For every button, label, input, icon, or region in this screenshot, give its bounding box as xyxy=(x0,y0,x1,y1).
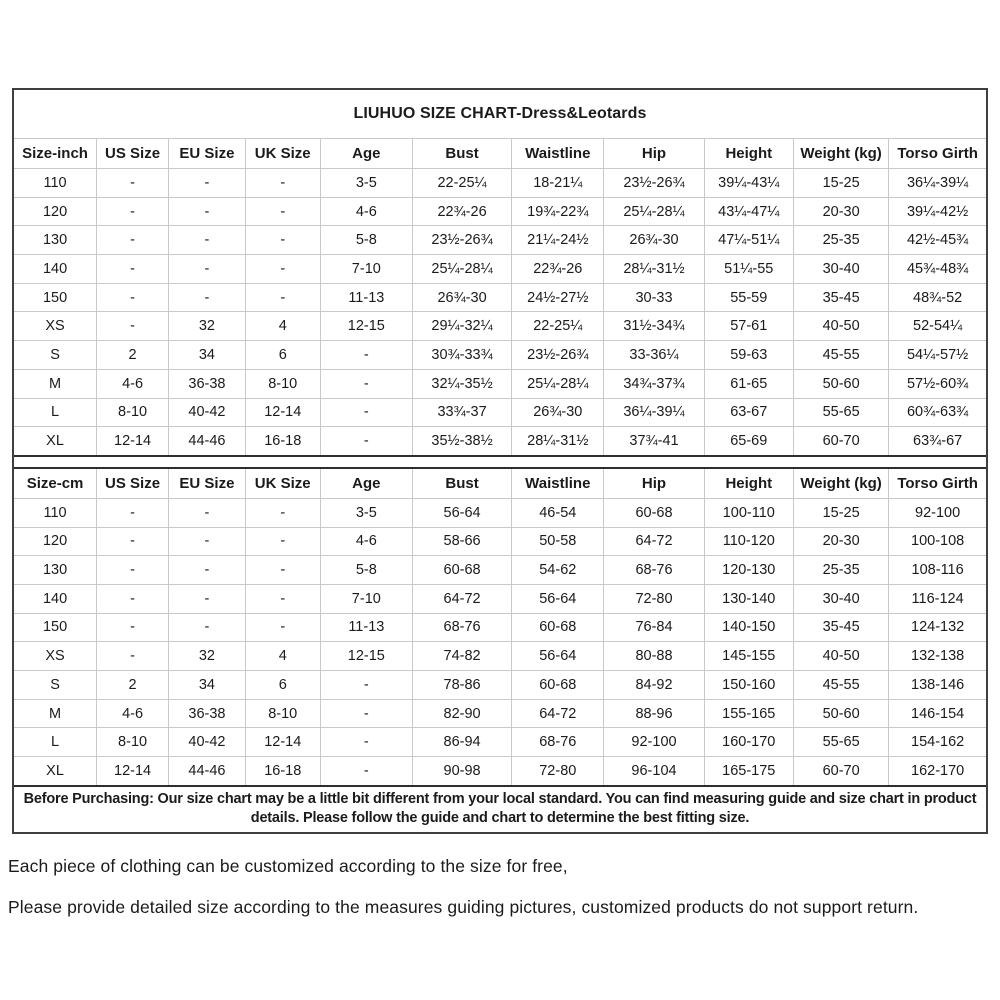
table-row xyxy=(14,498,986,527)
cell: 60-68 xyxy=(512,671,604,700)
table-row xyxy=(14,613,986,642)
cell: 35-45 xyxy=(793,283,888,312)
cell: 4-6 xyxy=(97,699,169,728)
cell: 36¼-39¼ xyxy=(604,398,704,427)
cell: 25-35 xyxy=(793,556,888,585)
cell: 3-5 xyxy=(320,498,412,527)
cell: - xyxy=(245,283,320,312)
table-row xyxy=(14,642,986,671)
cell: - xyxy=(245,255,320,284)
cell: 30-40 xyxy=(793,584,888,613)
cell: 108-116 xyxy=(889,556,986,585)
cell: - xyxy=(97,283,169,312)
cell: 140 xyxy=(14,584,97,613)
cell: 4 xyxy=(245,642,320,671)
cell: - xyxy=(320,671,412,700)
cell: 25-35 xyxy=(793,226,888,255)
cell: - xyxy=(245,226,320,255)
cell: 72-80 xyxy=(512,757,604,785)
cell: 56-64 xyxy=(512,584,604,613)
cell: - xyxy=(169,527,246,556)
column-header: Age xyxy=(320,139,412,169)
cell: - xyxy=(169,498,246,527)
cell: 7-10 xyxy=(320,584,412,613)
column-header: US Size xyxy=(97,469,169,499)
header-row xyxy=(14,139,986,169)
cell: 35½-38½ xyxy=(412,427,511,455)
column-header: Size-inch xyxy=(14,139,97,169)
cell: S xyxy=(14,671,97,700)
cell: 32 xyxy=(169,642,246,671)
cell: - xyxy=(169,226,246,255)
cell: 86-94 xyxy=(412,728,511,757)
cell: 40-50 xyxy=(793,312,888,341)
cell: 60-68 xyxy=(604,498,704,527)
cell: 4-6 xyxy=(320,527,412,556)
cell: 19¾-22¾ xyxy=(512,197,604,226)
size-table-inch xyxy=(14,139,986,455)
cell: 42½-45¾ xyxy=(889,226,986,255)
cell: 120 xyxy=(14,527,97,556)
cell: 110-120 xyxy=(704,527,793,556)
cell: 154-162 xyxy=(889,728,986,757)
cell: - xyxy=(97,642,169,671)
cell: 44-46 xyxy=(169,757,246,785)
cell: 76-84 xyxy=(604,613,704,642)
cell: 37¾-41 xyxy=(604,427,704,455)
cell: 150 xyxy=(14,283,97,312)
cell: - xyxy=(169,613,246,642)
cell: - xyxy=(320,427,412,455)
cell: 11-13 xyxy=(320,283,412,312)
cell: XS xyxy=(14,642,97,671)
cell: - xyxy=(169,169,246,198)
cell: 22-25¼ xyxy=(512,312,604,341)
cell: 23½-26¾ xyxy=(604,169,704,198)
cell: 120 xyxy=(14,197,97,226)
cell: 44-46 xyxy=(169,427,246,455)
cell: 120-130 xyxy=(704,556,793,585)
cell: 50-58 xyxy=(512,527,604,556)
purchase-note: Before Purchasing: Our size chart may be a little bit different from your local standard. You can find measuring guide and size chart in product details. Please follow the guide and chart to determine the best fitting size. xyxy=(14,785,986,833)
cell: 74-82 xyxy=(412,642,511,671)
cell: 132-138 xyxy=(889,642,986,671)
cell: 130-140 xyxy=(704,584,793,613)
cell: 26¾-30 xyxy=(604,226,704,255)
cell: 130 xyxy=(14,556,97,585)
cell: 11-13 xyxy=(320,613,412,642)
cell: 46-54 xyxy=(512,498,604,527)
chart-title: LIUHUO SIZE CHART-Dress&Leotards xyxy=(14,90,986,139)
cell: S xyxy=(14,341,97,370)
cell: 30¾-33¾ xyxy=(412,341,511,370)
cell: 63-67 xyxy=(704,398,793,427)
cell: 60-70 xyxy=(793,427,888,455)
table-row xyxy=(14,699,986,728)
cell: 140-150 xyxy=(704,613,793,642)
cell: 92-100 xyxy=(604,728,704,757)
cell: 3-5 xyxy=(320,169,412,198)
cell: 51¼-55 xyxy=(704,255,793,284)
cell: 15-25 xyxy=(793,169,888,198)
cell: 34¾-37¾ xyxy=(604,369,704,398)
footer-line-return-policy: Please provide detailed size according to the measures guiding pictures, customized products do not support return. xyxy=(8,897,919,917)
table-row xyxy=(14,341,986,370)
column-header: Size-cm xyxy=(14,469,97,499)
table-row xyxy=(14,728,986,757)
cell: 7-10 xyxy=(320,255,412,284)
cell: - xyxy=(97,226,169,255)
table-row xyxy=(14,255,986,284)
cell: 2 xyxy=(97,671,169,700)
cell: 110 xyxy=(14,169,97,198)
cell: 12-14 xyxy=(97,427,169,455)
cell: 28¼-31½ xyxy=(604,255,704,284)
cell: - xyxy=(320,757,412,785)
cell: 64-72 xyxy=(412,584,511,613)
cell: 63¾-67 xyxy=(889,427,986,455)
table-row xyxy=(14,584,986,613)
column-header: Hip xyxy=(604,469,704,499)
table-row xyxy=(14,197,986,226)
cell: 23½-26¾ xyxy=(412,226,511,255)
cell: 25¼-28¼ xyxy=(512,369,604,398)
cell: 6 xyxy=(245,671,320,700)
cell: 30-33 xyxy=(604,283,704,312)
cell: 84-92 xyxy=(604,671,704,700)
cell: 12-14 xyxy=(245,728,320,757)
column-header: Bust xyxy=(412,139,511,169)
cell: - xyxy=(320,728,412,757)
cell: 12-15 xyxy=(320,312,412,341)
column-header: EU Size xyxy=(169,139,246,169)
cell: 39¼-42½ xyxy=(889,197,986,226)
column-header: Weight (kg) xyxy=(793,139,888,169)
column-header: Hip xyxy=(604,139,704,169)
cell: 23½-26¾ xyxy=(512,341,604,370)
cell: 8-10 xyxy=(97,728,169,757)
cell: 32¼-35½ xyxy=(412,369,511,398)
column-header: Waistline xyxy=(512,139,604,169)
cell: 28¼-31½ xyxy=(512,427,604,455)
cell: 155-165 xyxy=(704,699,793,728)
cell: 130 xyxy=(14,226,97,255)
cell: 68-76 xyxy=(412,613,511,642)
cell: 88-96 xyxy=(604,699,704,728)
cell: - xyxy=(169,584,246,613)
column-header: US Size xyxy=(97,139,169,169)
cell: - xyxy=(245,498,320,527)
cell: 32 xyxy=(169,312,246,341)
table-row xyxy=(14,527,986,556)
column-header: Torso Girth xyxy=(889,139,986,169)
cell: M xyxy=(14,369,97,398)
cell: XS xyxy=(14,312,97,341)
cell: 140 xyxy=(14,255,97,284)
cell: 8-10 xyxy=(97,398,169,427)
cell: 57-61 xyxy=(704,312,793,341)
cell: 59-63 xyxy=(704,341,793,370)
cell: 20-30 xyxy=(793,197,888,226)
cell: - xyxy=(97,556,169,585)
cell: 61-65 xyxy=(704,369,793,398)
cell: 12-14 xyxy=(97,757,169,785)
cell: 8-10 xyxy=(245,369,320,398)
cell: 68-76 xyxy=(604,556,704,585)
cell: 145-155 xyxy=(704,642,793,671)
column-header: EU Size xyxy=(169,469,246,499)
cell: 54¼-57½ xyxy=(889,341,986,370)
column-header: Bust xyxy=(412,469,511,499)
cell: - xyxy=(245,169,320,198)
cell: 40-42 xyxy=(169,728,246,757)
table-row xyxy=(14,312,986,341)
cell: - xyxy=(245,556,320,585)
cell: 36¼-39¼ xyxy=(889,169,986,198)
cell: 20-30 xyxy=(793,527,888,556)
cell: 33¾-37 xyxy=(412,398,511,427)
cell: 4-6 xyxy=(320,197,412,226)
cell: 33-36¼ xyxy=(604,341,704,370)
cell: 15-25 xyxy=(793,498,888,527)
cell: 24½-27½ xyxy=(512,283,604,312)
cell: 45-55 xyxy=(793,671,888,700)
cell: 5-8 xyxy=(320,226,412,255)
cell: 80-88 xyxy=(604,642,704,671)
cell: 55-65 xyxy=(793,728,888,757)
cell: 60¾-63¾ xyxy=(889,398,986,427)
cell: 2 xyxy=(97,341,169,370)
cell: - xyxy=(320,369,412,398)
column-header: Weight (kg) xyxy=(793,469,888,499)
column-header: Waistline xyxy=(512,469,604,499)
cell: 16-18 xyxy=(245,757,320,785)
cell: 4 xyxy=(245,312,320,341)
cell: 54-62 xyxy=(512,556,604,585)
size-table-cm xyxy=(14,469,986,785)
column-header: UK Size xyxy=(245,139,320,169)
cell: 29¼-32¼ xyxy=(412,312,511,341)
column-header: Height xyxy=(704,469,793,499)
cell: 56-64 xyxy=(412,498,511,527)
cell: 92-100 xyxy=(889,498,986,527)
cell: - xyxy=(320,341,412,370)
cell: 138-146 xyxy=(889,671,986,700)
cell: 60-68 xyxy=(512,613,604,642)
cell: 45-55 xyxy=(793,341,888,370)
cell: 72-80 xyxy=(604,584,704,613)
table-row xyxy=(14,369,986,398)
cell: 43¼-47¼ xyxy=(704,197,793,226)
cell: - xyxy=(97,197,169,226)
cell: 26¾-30 xyxy=(412,283,511,312)
table-section-divider xyxy=(14,457,986,467)
cell: 64-72 xyxy=(604,527,704,556)
cell: 64-72 xyxy=(512,699,604,728)
cell: 55-59 xyxy=(704,283,793,312)
cell: 40-42 xyxy=(169,398,246,427)
size-table-cm-section xyxy=(14,467,986,785)
column-header: Height xyxy=(704,139,793,169)
cell: 116-124 xyxy=(889,584,986,613)
cell: 96-104 xyxy=(604,757,704,785)
cell: - xyxy=(169,556,246,585)
cell: 160-170 xyxy=(704,728,793,757)
cell: 52-54¼ xyxy=(889,312,986,341)
cell: 35-45 xyxy=(793,613,888,642)
table-row xyxy=(14,757,986,785)
cell: 26¾-30 xyxy=(512,398,604,427)
cell: - xyxy=(245,527,320,556)
cell: - xyxy=(97,584,169,613)
cell: 30-40 xyxy=(793,255,888,284)
cell: 25¼-28¼ xyxy=(412,255,511,284)
cell: 45¾-48¾ xyxy=(889,255,986,284)
cell: 82-90 xyxy=(412,699,511,728)
cell: L xyxy=(14,728,97,757)
cell: 78-86 xyxy=(412,671,511,700)
cell: 34 xyxy=(169,341,246,370)
cell: - xyxy=(97,613,169,642)
cell: 110 xyxy=(14,498,97,527)
size-chart-box xyxy=(12,88,988,834)
cell: 60-70 xyxy=(793,757,888,785)
cell: - xyxy=(97,312,169,341)
cell: - xyxy=(245,197,320,226)
table-row xyxy=(14,226,986,255)
cell: 55-65 xyxy=(793,398,888,427)
cell: 22-25¼ xyxy=(412,169,511,198)
cell: 124-132 xyxy=(889,613,986,642)
cell: 100-110 xyxy=(704,498,793,527)
cell: 39¼-43¼ xyxy=(704,169,793,198)
cell: 150-160 xyxy=(704,671,793,700)
cell: XL xyxy=(14,757,97,785)
cell: - xyxy=(245,613,320,642)
cell: 8-10 xyxy=(245,699,320,728)
column-header: UK Size xyxy=(245,469,320,499)
cell: 16-18 xyxy=(245,427,320,455)
cell: 22¾-26 xyxy=(512,255,604,284)
cell: 58-66 xyxy=(412,527,511,556)
cell: 4-6 xyxy=(97,369,169,398)
cell: 146-154 xyxy=(889,699,986,728)
cell: 68-76 xyxy=(512,728,604,757)
cell: 18-21¼ xyxy=(512,169,604,198)
cell: 22¾-26 xyxy=(412,197,511,226)
cell: - xyxy=(320,699,412,728)
cell: - xyxy=(169,283,246,312)
cell: 12-14 xyxy=(245,398,320,427)
cell: M xyxy=(14,699,97,728)
cell: 50-60 xyxy=(793,699,888,728)
column-header: Torso Girth xyxy=(889,469,986,499)
cell: 25¼-28¼ xyxy=(604,197,704,226)
footer-line-customization: Each piece of clothing can be customized according to the size for free, xyxy=(8,856,568,876)
table-row xyxy=(14,427,986,455)
column-header: Age xyxy=(320,469,412,499)
cell: 40-50 xyxy=(793,642,888,671)
cell: 90-98 xyxy=(412,757,511,785)
cell: 47¼-51¼ xyxy=(704,226,793,255)
cell: 12-15 xyxy=(320,642,412,671)
header-row xyxy=(14,469,986,499)
cell: 31½-34¾ xyxy=(604,312,704,341)
cell: 165-175 xyxy=(704,757,793,785)
cell: 21¼-24½ xyxy=(512,226,604,255)
cell: 6 xyxy=(245,341,320,370)
table-row xyxy=(14,556,986,585)
cell: 50-60 xyxy=(793,369,888,398)
cell: 57½-60¾ xyxy=(889,369,986,398)
table-row xyxy=(14,398,986,427)
cell: 60-68 xyxy=(412,556,511,585)
table-row xyxy=(14,169,986,198)
cell: 36-38 xyxy=(169,699,246,728)
cell: XL xyxy=(14,427,97,455)
cell: 100-108 xyxy=(889,527,986,556)
cell: 48¾-52 xyxy=(889,283,986,312)
cell: L xyxy=(14,398,97,427)
cell: 56-64 xyxy=(512,642,604,671)
cell: 150 xyxy=(14,613,97,642)
cell: - xyxy=(245,584,320,613)
cell: 65-69 xyxy=(704,427,793,455)
cell: - xyxy=(320,398,412,427)
cell: 162-170 xyxy=(889,757,986,785)
table-row xyxy=(14,283,986,312)
cell: 5-8 xyxy=(320,556,412,585)
cell: 36-38 xyxy=(169,369,246,398)
cell: 34 xyxy=(169,671,246,700)
cell: - xyxy=(169,255,246,284)
size-table-inch-section xyxy=(14,139,986,457)
cell: - xyxy=(97,255,169,284)
cell: - xyxy=(97,527,169,556)
cell: - xyxy=(169,197,246,226)
table-row xyxy=(14,671,986,700)
footer-text xyxy=(8,856,992,938)
cell: - xyxy=(97,169,169,198)
cell: - xyxy=(97,498,169,527)
